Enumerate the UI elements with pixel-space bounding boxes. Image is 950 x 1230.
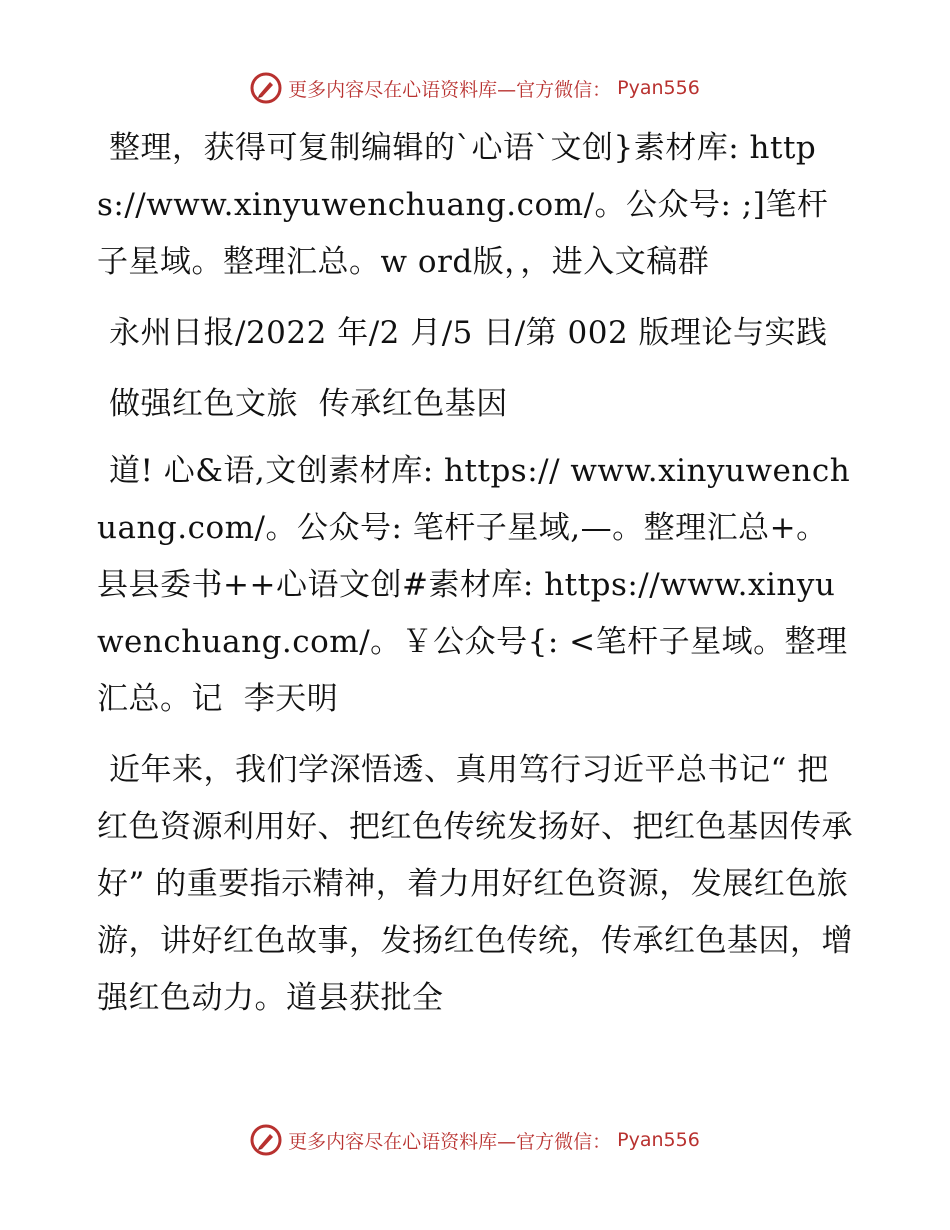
- footer-watermark: [0, 1124, 950, 1156]
- byline-paragraph: 道! 心&语,文创素材库: https:// www.xinyuwenchuang.com/。公众号: 笔杆子星域,—。整理汇总+。县县委书++心语文创#素材库: https://www.xinyuwenchuang.com/。￥公众号{: <笔杆子星域。整理汇总。记 李天明: [97, 453, 851, 717]
- watermark-wechat-id: Pyan556: [617, 77, 700, 99]
- pen-logo-icon: [250, 72, 282, 104]
- article-title: 做强红色文旅 传承红色基因: [109, 386, 508, 422]
- pen-logo-icon: [250, 1124, 282, 1156]
- document-body: [97, 120, 857, 1041]
- intro-paragraph: 整理，获得可复制编辑的`心语`文创}素材库: https://www.xinyuwenchuang.com/。公众号: ;]笔杆子星域。整理汇总。w ord版，，进入文稿群: [97, 130, 829, 280]
- body-paragraph: 近年来，我们学深悟透、真用笃行习近平总书记“ 把红色资源利用好、把红色传统发扬好、把红色基因传承好” 的重要指示精神，着力用好红色资源，发展红色旅游，讲好红色故事，发扬红色传统，传承红色基因，增强红色动力。道县获批全: [97, 752, 853, 1016]
- source-line: 永州日报/2022 年/2 月/5 日/第 002 版理论与实践: [109, 315, 828, 351]
- header-watermark: [0, 72, 950, 104]
- watermark-text: 更多内容尽在心语资料库—官方微信：: [288, 78, 612, 101]
- watermark-wechat-id: Pyan556: [617, 1129, 700, 1151]
- watermark-text: 更多内容尽在心语资料库—官方微信：: [288, 1130, 612, 1153]
